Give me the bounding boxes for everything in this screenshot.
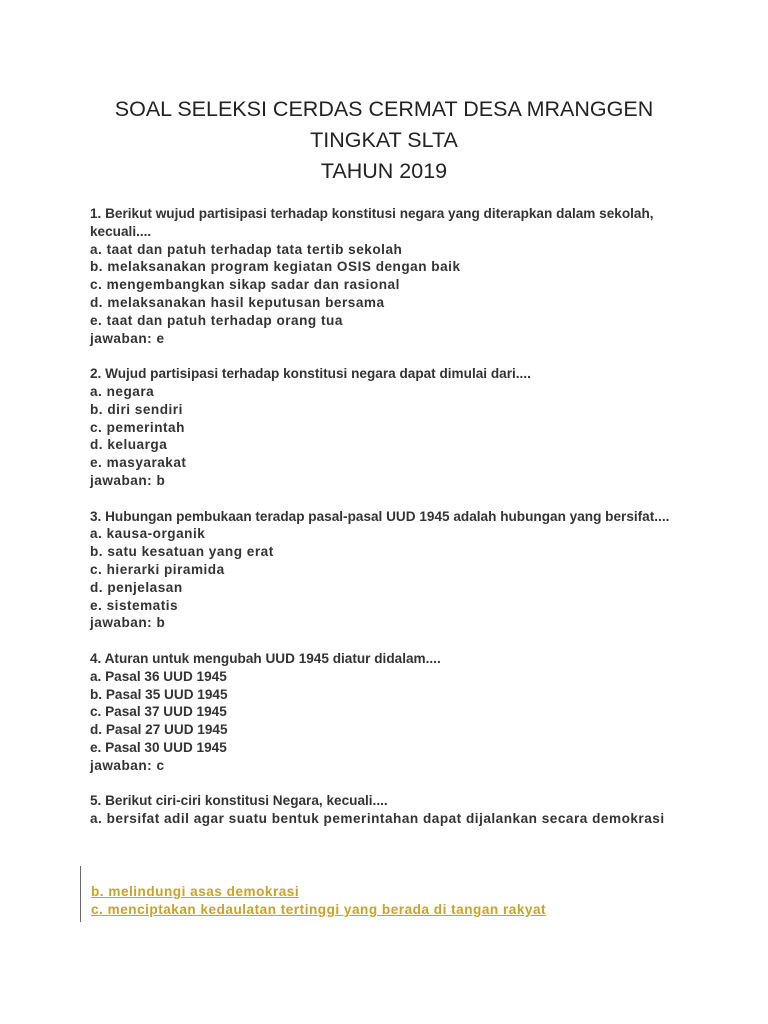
option-e: e. sistematis [90,597,179,613]
question-text: 3. Hubungan pembukaan teradap pasal-pasal UUD 1945 adalah hubungan yang bersifat.... [90,508,670,524]
title-line-3: TAHUN 2019 [320,159,448,183]
option-d: d. Pasal 27 UUD 1945 [90,722,228,738]
question-text: 2. Wujud partisipasi terhadap konstitusi negara dapat dimulai dari.... [90,366,531,382]
option-b: b. Pasal 35 UUD 1945 [90,686,228,702]
option-c-link[interactable]: c. menciptakan kedaulatan tertinggi yang berada di tangan rakyat [91,902,547,917]
question-1 [90,205,690,347]
option-e: e. taat dan patuh terhadap orang tua [90,312,343,328]
option-c: c. Pasal 37 UUD 1945 [90,704,227,720]
option-e: e. Pasal 30 UUD 1945 [90,739,227,755]
answer: jawaban: e [90,330,165,346]
option-a: a. bersifat adil agar suatu bentuk pemerintahan dapat dijalankan secara demokrasi [90,811,665,827]
question-list [90,205,690,846]
title-line-1: SOAL SELEKSI CERDAS CERMAT DESA MRANGGEN [114,97,654,121]
linked-options [80,866,546,922]
question-2 [90,365,690,490]
option-a: a. negara [90,383,155,399]
document-title [0,94,768,187]
question-5 [90,792,690,828]
question-4 [90,650,690,775]
question-3 [90,508,690,633]
question-text: 4. Aturan untuk mengubah UUD 1945 diatur didalam.... [90,650,441,666]
option-b-link[interactable]: b. melindungi asas demokrasi [91,884,300,899]
answer: jawaban: b [90,472,166,488]
question-text: 5. Berikut ciri-ciri konstitusi Negara, kecuali.... [90,793,388,809]
option-d: d. keluarga [90,437,168,453]
option-c: c. pemerintah [90,419,185,435]
title-line-2: TINGKAT SLTA [310,128,458,152]
answer: jawaban: b [90,615,166,631]
question-text: 1. Berikut wujud partisipasi terhadap konstitusi negara yang diterapkan dalam sekolah, kecuali.... [90,206,654,239]
option-c: c. mengembangkan sikap sadar dan rasional [90,277,400,293]
option-d: d. melaksanakan hasil keputusan bersama [90,294,385,310]
option-a: a. taat dan patuh terhadap tata tertib sekolah [90,241,403,257]
option-d: d. penjelasan [90,579,183,595]
option-a: a. Pasal 36 UUD 1945 [90,668,227,684]
option-a: a. kausa-organik [90,526,206,542]
option-b: b. melaksanakan program kegiatan OSIS dengan baik [90,259,461,275]
option-b: b. satu kesatuan yang erat [90,544,274,560]
option-b: b. diri sendiri [90,401,183,417]
answer: jawaban: c [90,757,165,773]
option-e: e. masyarakat [90,455,187,471]
option-c: c. hierarki piramida [90,561,225,577]
